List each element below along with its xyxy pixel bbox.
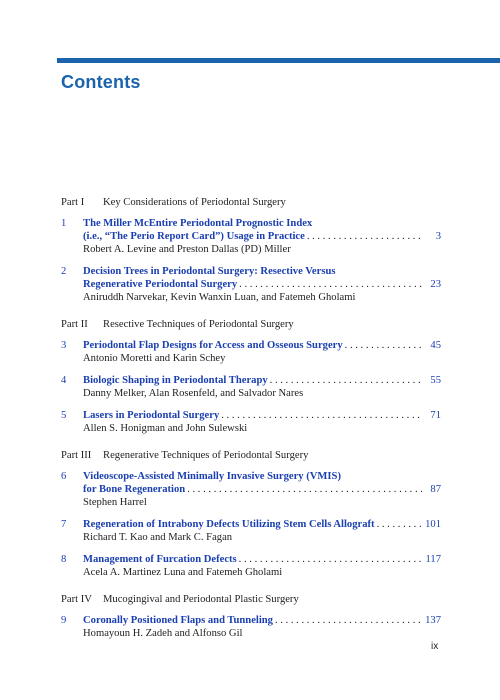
chapter-page-link[interactable]: 71: [430, 410, 441, 421]
chapter-body: [83, 553, 441, 579]
dot-leader: [239, 278, 422, 291]
chapter-authors: Antonio Moretti and Karin Schey: [83, 353, 226, 364]
chapter-title-text: Biologic Shaping in Periodontal Therapy: [83, 375, 268, 386]
part-title: Resective Techniques of Periodontal Surgery: [103, 319, 294, 330]
toc-entry[interactable]: [61, 553, 441, 579]
chapter-page-link[interactable]: 55: [430, 375, 441, 386]
chapter-authors: Richard T. Kao and Mark C. Fagan: [83, 532, 233, 543]
chapter-number: 2: [61, 266, 67, 277]
chapter-authors: Acela A. Martinez Luna and Fatemeh Gholami: [83, 567, 283, 578]
chapter-number: 7: [61, 519, 67, 530]
chapter-page-link[interactable]: 101: [425, 519, 441, 530]
chapter-title-link[interactable]: [83, 470, 441, 483]
chapter-title-link[interactable]: [83, 278, 441, 291]
dot-leader: [275, 614, 422, 627]
part-block: [61, 449, 441, 579]
header-rule: [57, 58, 500, 63]
chapter-number: 8: [61, 554, 67, 565]
chapter-body: [83, 614, 441, 640]
chapter-number: 9: [61, 615, 67, 626]
chapter-title-text: for Bone Regeneration: [83, 484, 186, 495]
chapter-number: 4: [61, 375, 67, 386]
part-heading: [61, 196, 441, 209]
part-heading: [61, 449, 441, 462]
chapter-title-text: Management of Furcation Defects: [83, 554, 237, 565]
chapter-body: [83, 409, 441, 435]
dot-leader: [345, 339, 422, 352]
dot-leader: [377, 518, 422, 531]
chapter-title-text: The Miller McEntire Periodontal Prognostic Index: [83, 218, 313, 229]
toc-entry[interactable]: [61, 470, 441, 509]
chapter-authors: Robert A. Levine and Preston Dallas (PD) Miller: [83, 244, 291, 255]
chapter-title-text: Regeneration of Intrabony Defects Utilizing Stem Cells Allograft: [83, 519, 375, 530]
page-title: Contents: [61, 72, 141, 92]
toc-entry[interactable]: [61, 217, 441, 256]
chapter-title-link[interactable]: [83, 518, 441, 531]
chapter-title-link[interactable]: [83, 553, 441, 566]
table-of-contents: [61, 196, 441, 654]
dot-leader: [307, 230, 422, 243]
chapter-body: [83, 518, 441, 544]
page-number: ix: [431, 641, 439, 652]
chapter-page-link[interactable]: 117: [425, 554, 441, 565]
dot-leader: [239, 553, 422, 566]
chapter-body: [83, 374, 441, 400]
chapter-body: [83, 470, 441, 509]
part-title: Mucogingival and Periodontal Plastic Surgery: [103, 594, 299, 605]
part-heading: [61, 593, 441, 606]
toc-entry[interactable]: [61, 265, 441, 304]
chapter-title-link[interactable]: [83, 374, 441, 387]
part-block: [61, 593, 441, 640]
chapter-title-text: (i.e., “The Perio Report Card”) Usage in Practice: [83, 231, 305, 242]
chapter-number: 1: [61, 218, 67, 229]
toc-entry[interactable]: [61, 409, 441, 435]
chapter-number: 6: [61, 471, 67, 482]
dot-leader: [187, 483, 422, 496]
chapter-title-text: Regenerative Periodontal Surgery: [83, 279, 238, 290]
chapter-number: 3: [61, 340, 67, 351]
part-title: Regenerative Techniques of Periodontal Surgery: [103, 450, 309, 461]
part-number: Part I: [61, 197, 85, 208]
part-number: Part IV: [61, 594, 92, 605]
chapter-title-link[interactable]: [83, 483, 441, 496]
chapter-body: [83, 217, 441, 256]
chapter-title-link[interactable]: [83, 230, 441, 243]
chapter-page-link[interactable]: 3: [435, 231, 441, 242]
chapter-title-link[interactable]: [83, 217, 441, 230]
chapter-authors: Stephen Harrel: [83, 497, 147, 508]
chapter-body: [83, 265, 441, 304]
chapter-title-text: Lasers in Periodontal Surgery: [83, 410, 220, 421]
chapter-title-text: Coronally Positioned Flaps and Tunneling: [83, 615, 273, 626]
chapter-title-text: Decision Trees in Periodontal Surgery: Resective Versus: [83, 266, 336, 277]
toc-entry[interactable]: [61, 518, 441, 544]
part-block: [61, 318, 441, 435]
chapter-page-link[interactable]: 23: [430, 279, 441, 290]
part-number: Part II: [61, 319, 88, 330]
chapter-authors: Danny Melker, Alan Rosenfeld, and Salvador Nares: [83, 388, 304, 399]
chapter-title-text: Periodontal Flap Designs for Access and Osseous Surgery: [83, 340, 343, 351]
chapter-title-text: Videoscope-Assisted Minimally Invasive Surgery (VMIS): [83, 471, 341, 482]
chapter-title-link[interactable]: [83, 265, 441, 278]
part-title: Key Considerations of Periodontal Surgery: [103, 197, 286, 208]
chapter-body: [83, 339, 441, 365]
chapter-page-link[interactable]: 45: [430, 340, 441, 351]
chapter-title-link[interactable]: [83, 409, 441, 422]
toc-entry[interactable]: [61, 614, 441, 640]
chapter-page-link[interactable]: 87: [430, 484, 441, 495]
part-heading: [61, 318, 441, 331]
chapter-authors: Aniruddh Narvekar, Kevin Wanxin Luan, and Fatemeh Gholami: [83, 292, 356, 303]
toc-entry[interactable]: [61, 374, 441, 400]
chapter-authors: Homayoun H. Zadeh and Alfonso Gil: [83, 628, 243, 639]
toc-entry[interactable]: [61, 339, 441, 365]
chapter-authors: Allen S. Honigman and John Sulewski: [83, 423, 248, 434]
chapter-title-link[interactable]: [83, 339, 441, 352]
chapter-number: 5: [61, 410, 67, 421]
part-number: Part III: [61, 450, 92, 461]
dot-leader: [221, 409, 422, 422]
chapter-page-link[interactable]: 137: [425, 615, 441, 626]
chapter-title-link[interactable]: [83, 614, 441, 627]
dot-leader: [270, 374, 422, 387]
part-block: [61, 196, 441, 304]
